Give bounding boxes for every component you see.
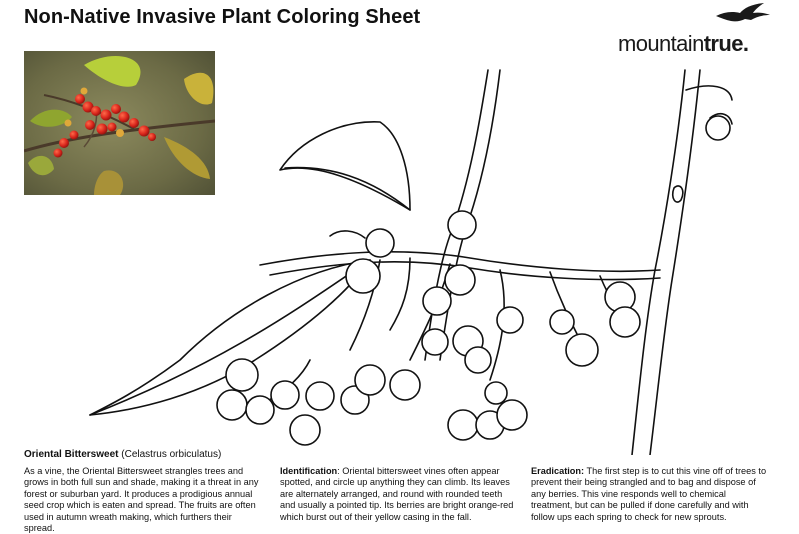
page-title: Non-Native Invasive Plant Coloring Sheet bbox=[24, 6, 421, 28]
species-heading bbox=[24, 449, 221, 460]
identification-label: Identification bbox=[280, 466, 338, 476]
eradication-paragraph bbox=[531, 466, 769, 523]
mountaintrue-logo bbox=[612, 0, 782, 60]
logo-text-bold: true. bbox=[703, 31, 749, 56]
identification-paragraph bbox=[280, 466, 518, 523]
common-name: Oriental Bittersweet bbox=[24, 449, 119, 460]
logo-wordmark bbox=[618, 31, 748, 57]
eagle-icon bbox=[714, 2, 772, 26]
eradication-label: Eradication: bbox=[531, 466, 585, 476]
bittersweet-vine-line-drawing bbox=[80, 60, 760, 455]
identification-text: : Oriental bittersweet vines often appear spotted, and circle up anything they can climb. Its leaves are alternately arranged, and round with rounded teeth and usually a pointed tip. Its berries are bright orange-red which burst out of their yellow casing in the fall. bbox=[280, 466, 514, 522]
overview-paragraph: As a vine, the Oriental Bittersweet strangles trees and grows in both full sun and shade, making it a threat in any forest or suburban yard. It produces a prodigious annual seed crop which is eaten and spread. The fruits are often used in autumn wreath making, which furthers their spread. bbox=[24, 466, 259, 534]
logo-text-regular: mountain bbox=[618, 31, 704, 56]
eradication-text: The first step is to cut this vine off of trees to prevent their being strangled and to bag and dispose of any berries. This vine responds well to chemical treatment, but can be pulled if done carefully and with follow ups each spring to check for new sprouts. bbox=[531, 466, 767, 522]
scientific-name: (Celastrus orbiculatus) bbox=[121, 449, 222, 460]
